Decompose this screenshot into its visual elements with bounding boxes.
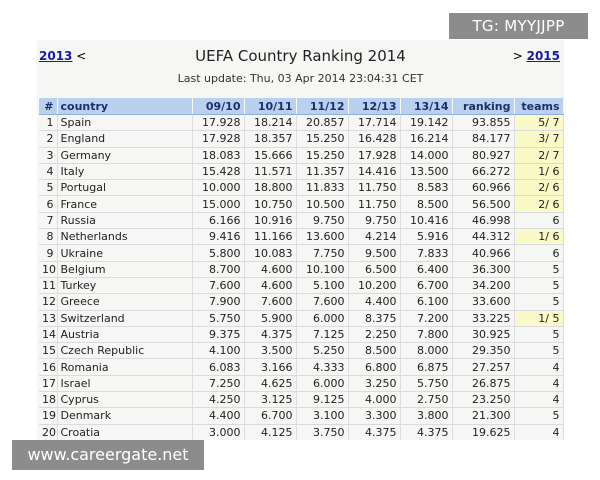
table-row <box>39 392 563 408</box>
cell-country: Belgium <box>57 261 192 277</box>
cell-rank: 12 <box>39 294 57 310</box>
cell-1011: 7.600 <box>244 294 296 310</box>
table-row <box>39 261 563 277</box>
table-row <box>39 310 563 326</box>
cell-country: Romania <box>57 359 192 375</box>
cell-1112: 10.500 <box>296 196 348 212</box>
cell-country: Austria <box>57 326 192 342</box>
cell-1011: 5.900 <box>244 310 296 326</box>
cell-1314: 8.000 <box>400 343 452 359</box>
cell-teams: 4 <box>514 375 563 391</box>
cell-1314: 8.500 <box>400 196 452 212</box>
cell-country: Czech Republic <box>57 343 192 359</box>
cell-1314: 4.375 <box>400 424 452 440</box>
cell-ranking: 30.925 <box>452 326 514 342</box>
table-row <box>39 277 563 293</box>
cell-0910: 18.083 <box>192 147 244 163</box>
cell-0910: 15.428 <box>192 163 244 179</box>
cell-1314: 16.214 <box>400 131 452 147</box>
cell-1213: 11.750 <box>348 196 400 212</box>
next-year-link[interactable]: 2015 <box>526 49 560 63</box>
cell-teams: 5 <box>514 326 563 342</box>
cell-teams: 1/ 6 <box>514 163 563 179</box>
cell-rank: 13 <box>39 310 57 326</box>
cell-1213: 17.714 <box>348 115 400 131</box>
cell-1314: 6.100 <box>400 294 452 310</box>
cell-teams: 5 <box>514 277 563 293</box>
cell-1112: 13.600 <box>296 229 348 245</box>
cell-0910: 8.700 <box>192 261 244 277</box>
table-row <box>39 131 563 147</box>
cell-ranking: 23.250 <box>452 392 514 408</box>
cell-1213: 10.200 <box>348 277 400 293</box>
cell-1011: 4.600 <box>244 277 296 293</box>
cell-1011: 11.166 <box>244 229 296 245</box>
cell-1011: 3.500 <box>244 343 296 359</box>
col-header-1011[interactable]: 10/11 <box>244 98 296 115</box>
cell-1011: 18.357 <box>244 131 296 147</box>
last-update: Last update: Thu, 03 Apr 2014 23:04:31 CET <box>177 72 424 85</box>
cell-1213: 3.300 <box>348 408 400 424</box>
cell-rank: 6 <box>39 196 57 212</box>
table-row <box>39 343 563 359</box>
cell-country: Israel <box>57 375 192 391</box>
cell-1112: 3.750 <box>296 424 348 440</box>
cell-1314: 10.416 <box>400 212 452 228</box>
cell-1213: 17.928 <box>348 147 400 163</box>
cell-0910: 5.800 <box>192 245 244 261</box>
cell-country: Spain <box>57 115 192 131</box>
cell-rank: 1 <box>39 115 57 131</box>
table-row <box>39 229 563 245</box>
cell-0910: 7.600 <box>192 277 244 293</box>
cell-teams: 2/ 6 <box>514 180 563 196</box>
cell-country: Italy <box>57 163 192 179</box>
cell-rank: 2 <box>39 131 57 147</box>
cell-1213: 4.400 <box>348 294 400 310</box>
cell-1213: 9.750 <box>348 212 400 228</box>
cell-0910: 15.000 <box>192 196 244 212</box>
cell-1213: 4.214 <box>348 229 400 245</box>
watermark-bottom: www.careergate.net <box>12 440 204 470</box>
cell-1011: 11.571 <box>244 163 296 179</box>
col-header-0910[interactable]: 09/10 <box>192 98 244 115</box>
table-header-row <box>39 98 563 115</box>
table-body <box>39 115 563 441</box>
cell-country: Netherlands <box>57 229 192 245</box>
table-row <box>39 375 563 391</box>
cell-1112: 9.750 <box>296 212 348 228</box>
cell-1314: 8.583 <box>400 180 452 196</box>
cell-1112: 9.125 <box>296 392 348 408</box>
table-row <box>39 424 563 440</box>
next-symbol: > <box>512 49 523 63</box>
cell-0910: 9.375 <box>192 326 244 342</box>
cell-country: Germany <box>57 147 192 163</box>
cell-ranking: 84.177 <box>452 131 514 147</box>
col-header-ranking[interactable]: ranking <box>452 98 514 115</box>
cell-rank: 11 <box>39 277 57 293</box>
cell-0910: 10.000 <box>192 180 244 196</box>
cell-0910: 4.400 <box>192 408 244 424</box>
cell-1112: 15.250 <box>296 131 348 147</box>
cell-1213: 4.000 <box>348 392 400 408</box>
cell-1213: 2.250 <box>348 326 400 342</box>
cell-1112: 7.125 <box>296 326 348 342</box>
cell-0910: 3.000 <box>192 424 244 440</box>
cell-0910: 4.250 <box>192 392 244 408</box>
cell-ranking: 66.272 <box>452 163 514 179</box>
cell-1213: 6.500 <box>348 261 400 277</box>
cell-0910: 7.900 <box>192 294 244 310</box>
cell-1213: 9.500 <box>348 245 400 261</box>
table-row <box>39 163 563 179</box>
cell-rank: 9 <box>39 245 57 261</box>
cell-1011: 18.214 <box>244 115 296 131</box>
cell-0910: 9.416 <box>192 229 244 245</box>
cell-ranking: 21.300 <box>452 408 514 424</box>
cell-teams: 4 <box>514 359 563 375</box>
cell-teams: 1/ 5 <box>514 310 563 326</box>
cell-1213: 8.500 <box>348 343 400 359</box>
col-header-teams[interactable]: teams <box>514 98 563 115</box>
table-row <box>39 408 563 424</box>
cell-1112: 11.833 <box>296 180 348 196</box>
cell-ranking: 60.966 <box>452 180 514 196</box>
cell-rank: 4 <box>39 163 57 179</box>
cell-ranking: 80.927 <box>452 147 514 163</box>
ranking-panel <box>37 40 564 440</box>
cell-ranking: 56.500 <box>452 196 514 212</box>
cell-1314: 6.875 <box>400 359 452 375</box>
cell-0910: 17.928 <box>192 131 244 147</box>
cell-rank: 18 <box>39 392 57 408</box>
col-header-country[interactable]: country <box>57 98 192 115</box>
cell-1314: 6.400 <box>400 261 452 277</box>
cell-ranking: 19.625 <box>452 424 514 440</box>
cell-ranking: 93.855 <box>452 115 514 131</box>
cell-rank: 15 <box>39 343 57 359</box>
cell-1314: 19.142 <box>400 115 452 131</box>
cell-1314: 7.200 <box>400 310 452 326</box>
page-title: UEFA Country Ranking 2014 <box>195 47 406 65</box>
header-row <box>37 46 564 68</box>
cell-ranking: 40.966 <box>452 245 514 261</box>
cell-ranking: 26.875 <box>452 375 514 391</box>
cell-1314: 2.750 <box>400 392 452 408</box>
watermark-top: TG: MYYJJPP <box>449 13 588 39</box>
table-row <box>39 180 563 196</box>
cell-rank: 7 <box>39 212 57 228</box>
ranking-table <box>39 98 564 440</box>
cell-1112: 11.357 <box>296 163 348 179</box>
cell-teams: 5/ 7 <box>514 115 563 131</box>
cell-1213: 11.750 <box>348 180 400 196</box>
cell-country: Turkey <box>57 277 192 293</box>
cell-1314: 6.700 <box>400 277 452 293</box>
cell-1314: 5.916 <box>400 229 452 245</box>
cell-1213: 14.416 <box>348 163 400 179</box>
cell-1011: 10.916 <box>244 212 296 228</box>
cell-1112: 5.100 <box>296 277 348 293</box>
cell-1011: 4.600 <box>244 261 296 277</box>
cell-1011: 4.125 <box>244 424 296 440</box>
table-row <box>39 147 563 163</box>
cell-1011: 6.700 <box>244 408 296 424</box>
cell-rank: 10 <box>39 261 57 277</box>
cell-0910: 17.928 <box>192 115 244 131</box>
cell-1011: 15.666 <box>244 147 296 163</box>
cell-country: Russia <box>57 212 192 228</box>
table-row <box>39 245 563 261</box>
next-year-nav <box>513 49 560 63</box>
cell-rank: 20 <box>39 424 57 440</box>
cell-country: Portugal <box>57 180 192 196</box>
cell-1314: 5.750 <box>400 375 452 391</box>
cell-1112: 3.100 <box>296 408 348 424</box>
cell-1011: 18.800 <box>244 180 296 196</box>
cell-teams: 5 <box>514 294 563 310</box>
col-header-1314[interactable]: 13/14 <box>400 98 452 115</box>
cell-1112: 6.000 <box>296 375 348 391</box>
cell-1314: 14.000 <box>400 147 452 163</box>
cell-1112: 7.750 <box>296 245 348 261</box>
cell-teams: 5 <box>514 261 563 277</box>
cell-ranking: 46.998 <box>452 212 514 228</box>
table-row <box>39 196 563 212</box>
cell-teams: 2/ 7 <box>514 147 563 163</box>
cell-0910: 7.250 <box>192 375 244 391</box>
cell-ranking: 29.350 <box>452 343 514 359</box>
cell-1112: 20.857 <box>296 115 348 131</box>
table-row <box>39 212 563 228</box>
cell-ranking: 27.257 <box>452 359 514 375</box>
col-header-1112[interactable]: 11/12 <box>296 98 348 115</box>
cell-country: Denmark <box>57 408 192 424</box>
cell-country: Greece <box>57 294 192 310</box>
cell-1213: 6.800 <box>348 359 400 375</box>
cell-1213: 8.375 <box>348 310 400 326</box>
table-row <box>39 294 563 310</box>
cell-1314: 7.800 <box>400 326 452 342</box>
cell-1314: 7.833 <box>400 245 452 261</box>
cell-ranking: 44.312 <box>452 229 514 245</box>
cell-rank: 5 <box>39 180 57 196</box>
cell-ranking: 33.600 <box>452 294 514 310</box>
col-header-1213[interactable]: 12/13 <box>348 98 400 115</box>
cell-teams: 4 <box>514 424 563 440</box>
cell-country: France <box>57 196 192 212</box>
cell-ranking: 33.225 <box>452 310 514 326</box>
cell-0910: 5.750 <box>192 310 244 326</box>
cell-teams: 2/ 6 <box>514 196 563 212</box>
cell-1011: 10.083 <box>244 245 296 261</box>
prev-year-link[interactable]: 2013 <box>39 49 73 63</box>
cell-1011: 4.625 <box>244 375 296 391</box>
cell-country: Cyprus <box>57 392 192 408</box>
cell-ranking: 36.300 <box>452 261 514 277</box>
cell-1314: 3.800 <box>400 408 452 424</box>
cell-teams: 6 <box>514 212 563 228</box>
cell-rank: 14 <box>39 326 57 342</box>
table-row <box>39 115 563 131</box>
cell-rank: 8 <box>39 229 57 245</box>
cell-1112: 10.100 <box>296 261 348 277</box>
cell-1011: 3.125 <box>244 392 296 408</box>
cell-1011: 4.375 <box>244 326 296 342</box>
cell-teams: 4 <box>514 392 563 408</box>
col-header-rank[interactable]: # <box>39 98 57 115</box>
cell-0910: 4.100 <box>192 343 244 359</box>
cell-teams: 1/ 6 <box>514 229 563 245</box>
prev-symbol: < <box>76 49 87 63</box>
cell-1112: 4.333 <box>296 359 348 375</box>
cell-country: Croatia <box>57 424 192 440</box>
cell-teams: 3/ 7 <box>514 131 563 147</box>
cell-1011: 10.750 <box>244 196 296 212</box>
cell-0910: 6.083 <box>192 359 244 375</box>
cell-rank: 16 <box>39 359 57 375</box>
cell-1213: 3.250 <box>348 375 400 391</box>
cell-1213: 4.375 <box>348 424 400 440</box>
cell-1314: 13.500 <box>400 163 452 179</box>
cell-rank: 3 <box>39 147 57 163</box>
cell-1112: 5.250 <box>296 343 348 359</box>
cell-1112: 6.000 <box>296 310 348 326</box>
cell-1213: 16.428 <box>348 131 400 147</box>
cell-teams: 5 <box>514 408 563 424</box>
cell-country: Switzerland <box>57 310 192 326</box>
cell-1011: 3.166 <box>244 359 296 375</box>
cell-1112: 7.600 <box>296 294 348 310</box>
cell-rank: 17 <box>39 375 57 391</box>
cell-country: Ukraine <box>57 245 192 261</box>
cell-country: England <box>57 131 192 147</box>
cell-0910: 6.166 <box>192 212 244 228</box>
table-row <box>39 326 563 342</box>
cell-teams: 6 <box>514 245 563 261</box>
cell-ranking: 34.200 <box>452 277 514 293</box>
cell-1112: 15.250 <box>296 147 348 163</box>
cell-rank: 19 <box>39 408 57 424</box>
cell-teams: 5 <box>514 343 563 359</box>
table-row <box>39 359 563 375</box>
